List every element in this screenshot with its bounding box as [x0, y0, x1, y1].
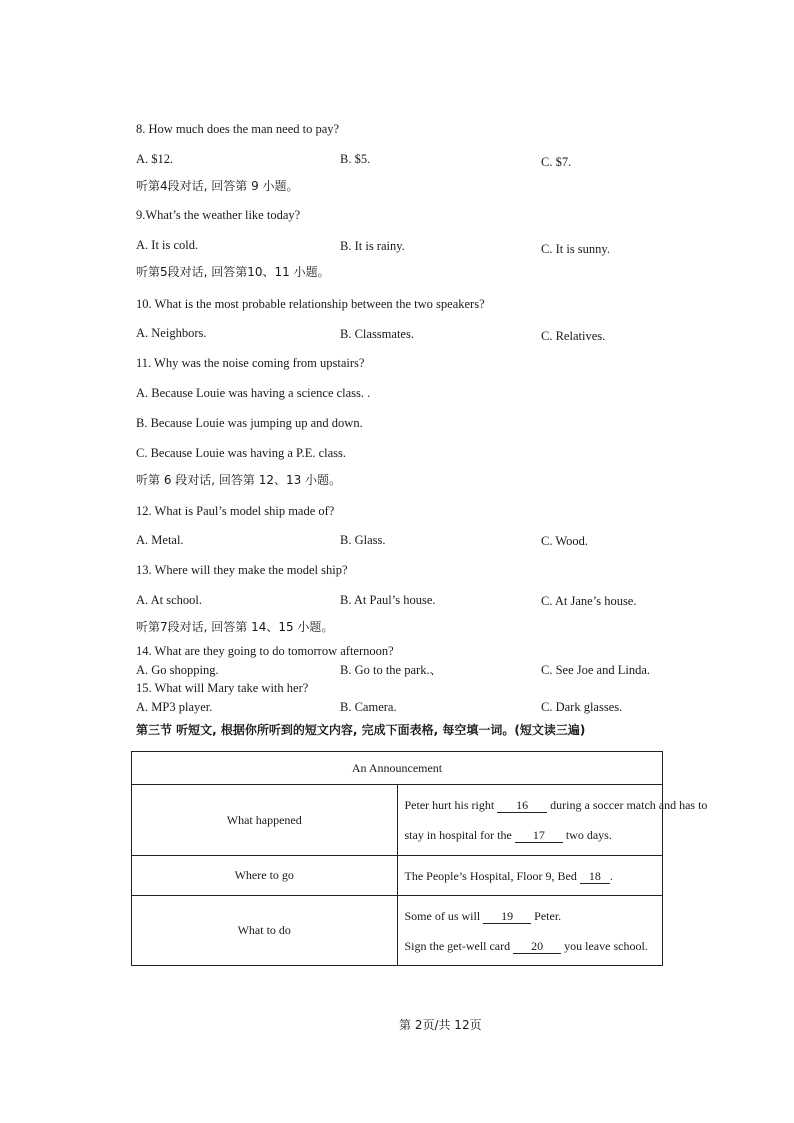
text-segment: Peter hurt his right — [404, 798, 495, 812]
text-segment: two days. — [565, 828, 612, 842]
text-segment: you leave school. — [564, 938, 648, 953]
row-content-where-to-go — [397, 856, 663, 896]
q8-option-b: B. $5. — [340, 152, 371, 166]
q14-stem: 14. What are they going to do tomorrow afternoon? — [136, 644, 394, 658]
q11-option-c: C. Because Louie was having a P.E. class. — [136, 446, 347, 460]
blank-18[interactable]: 18 — [580, 869, 610, 884]
q9-option-b: B. It is rainy. — [340, 239, 405, 253]
text-segment: Some of us will — [404, 908, 481, 923]
table-row — [132, 896, 663, 966]
blank-19[interactable]: 19 — [483, 909, 531, 924]
q11-option-a: A. Because Louie was having a science class. . — [136, 386, 371, 400]
q15-stem: 15. What will Mary take with her? — [136, 681, 309, 695]
q13-option-a: A. At school. — [136, 593, 202, 607]
q9-option-c: C. It is sunny. — [541, 242, 610, 256]
announcement-table — [131, 751, 708, 966]
q8-stem: 8. How much does the man need to pay? — [136, 122, 340, 136]
q11-stem: 11. Why was the noise coming from upstairs? — [136, 356, 365, 370]
q10-option-b: B. Classmates. — [340, 327, 414, 341]
q14-option-a: A. Go shopping. — [136, 663, 219, 677]
row-label-what-to-do: What to do — [132, 896, 398, 966]
q10-stem: 10. What is the most probable relationship between the two speakers? — [136, 297, 485, 311]
q9-option-a: A. It is cold. — [136, 238, 199, 252]
q12-option-b: B. Glass. — [340, 533, 386, 547]
text-segment: The People’s Hospital, Floor 9, Bed — [404, 868, 577, 883]
q8-option-a: A. $12. — [136, 152, 174, 166]
blank-20[interactable]: 20 — [513, 939, 561, 954]
q12-option-a: A. Metal. — [136, 533, 184, 547]
direction-dialog-7: 听第7段对话, 回答第 14、15 小题。 — [136, 620, 334, 634]
direction-dialog-5: 听第5段对话, 回答第10、11 小题。 — [136, 265, 330, 279]
direction-dialog-4: 听第4段对话, 回答第 9 小题。 — [136, 179, 299, 193]
q10-option-a: A. Neighbors. — [136, 326, 207, 340]
blank-17[interactable]: 17 — [515, 828, 563, 843]
table-row — [132, 785, 663, 856]
q12-option-c: C. Wood. — [541, 534, 589, 548]
q14-option-c: C. See Joe and Linda. — [541, 663, 651, 677]
q12-stem: 12. What is Paul’s model ship made of? — [136, 504, 335, 518]
row-label-what-happened: What happened — [132, 785, 398, 856]
page-number: 第 2页/共 12页 — [399, 1018, 482, 1032]
q13-option-b: B. At Paul’s house. — [340, 593, 436, 607]
text-segment: . — [609, 868, 613, 883]
section3-heading: 第三节 听短文, 根据你所听到的短文内容, 完成下面表格, 每空填一词。(短文读三遍) — [136, 723, 586, 737]
row-content-what-to-do — [397, 896, 663, 966]
text-segment: Peter. — [534, 908, 562, 923]
q11-option-b: B. Because Louie was jumping up and down. — [136, 416, 363, 430]
blank-16[interactable]: 16 — [497, 798, 547, 813]
q8-option-c: C. $7. — [541, 155, 572, 169]
q9-stem: 9.What’s the weather like today? — [136, 208, 301, 222]
q15-option-c: C. Dark glasses. — [541, 700, 623, 714]
q10-option-c: C. Relatives. — [541, 329, 606, 343]
q15-option-a: A. MP3 player. — [136, 700, 213, 714]
text-segment: Sign the get-well card — [404, 938, 511, 953]
text-segment: during a soccer match and has to — [550, 798, 708, 812]
row-label-where-to-go: Where to go — [132, 856, 398, 896]
q15-option-b: B. Camera. — [340, 700, 397, 714]
q13-option-c: C. At Jane’s house. — [541, 594, 637, 608]
direction-dialog-6: 听第 6 段对话, 回答第 12、13 小题。 — [136, 473, 342, 487]
text-segment: stay in hospital for the — [404, 828, 512, 842]
q13-stem: 13. Where will they make the model ship? — [136, 563, 348, 577]
row-content-what-happened — [397, 785, 708, 856]
q14-option-b: B. Go to the park.、 — [340, 663, 443, 677]
table-title: An Announcement — [132, 752, 663, 785]
table-row — [132, 856, 663, 896]
